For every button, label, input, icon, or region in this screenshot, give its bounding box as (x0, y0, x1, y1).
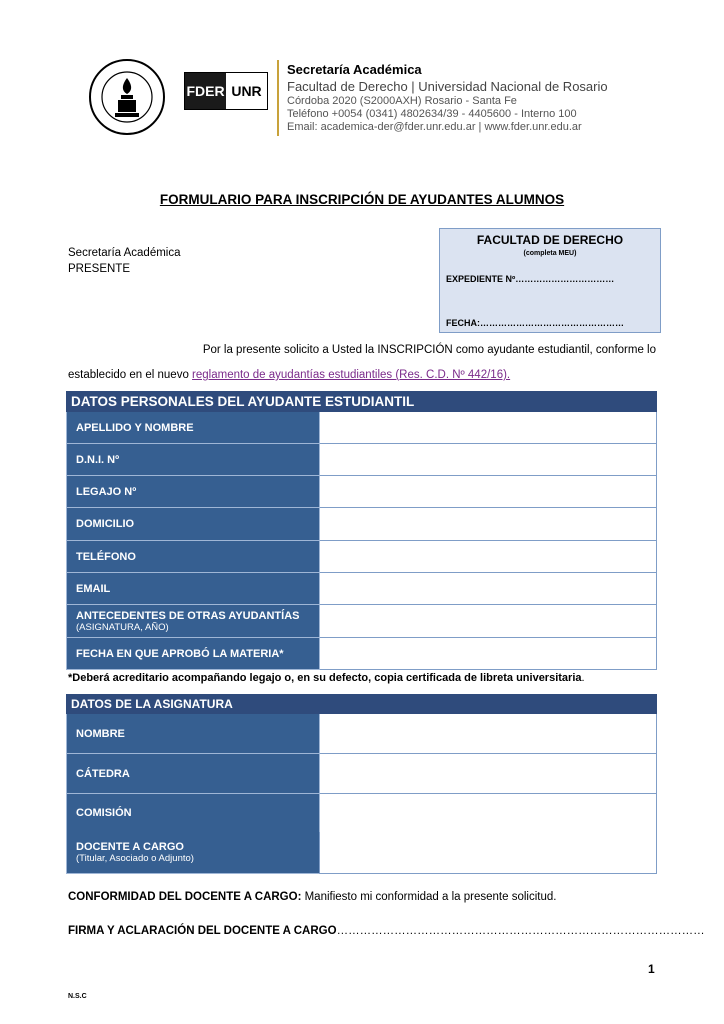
row-label (67, 444, 320, 476)
row-label (67, 794, 320, 832)
row-label (67, 541, 320, 573)
antecedentes-field[interactable] (320, 605, 657, 638)
subject-data-heading: DATOS DE LA ASIGNATURA (67, 695, 657, 714)
email-label: EMAIL (76, 582, 111, 595)
form-title: FORMULARIO PARA INSCRIPCIÓN DE AYUDANTES ALUMNOS (159, 192, 565, 207)
firma-dots[interactable]: …………………………………………………………………………………… (336, 925, 705, 937)
conformidad-label: CONFORMIDAD DEL DOCENTE A CARGO: (68, 891, 302, 903)
nombre-asignatura-label: NOMBRE (76, 727, 125, 740)
row-label (67, 605, 320, 638)
footnote-text: *Deberá acreditario acompañando legajo o, en su defecto, copia certificada de libreta universitaria (68, 672, 582, 684)
antecedentes-sublabel: (ASIGNATURA, AÑO) (76, 621, 169, 633)
row-label (67, 412, 320, 444)
row-label (67, 714, 320, 754)
personal-data-heading: DATOS PERSONALES DEL AYUDANTE ESTUDIANTIL (67, 392, 657, 412)
addressee-line1: Secretaría Académica (68, 247, 181, 259)
faculty-box-subtitle: (completa MEU) (523, 250, 577, 257)
firma-line (68, 925, 705, 937)
dni-field[interactable] (320, 444, 657, 476)
domicilio-field[interactable] (320, 508, 657, 541)
row-label (67, 508, 320, 541)
apellido-nombre-label: APELLIDO Y NOMBRE (76, 421, 194, 434)
antecedentes-label: ANTECEDENTES DE OTRAS AYUDANTÍAS (76, 609, 300, 622)
university-seal-logo (88, 58, 166, 136)
row-label (67, 638, 320, 670)
footer-code: N.S.C (68, 993, 87, 1000)
telefono-label: TELÉFONO (76, 550, 136, 563)
catedra-field[interactable] (320, 754, 657, 794)
row-label (67, 476, 320, 508)
comision-docente-field[interactable] (320, 794, 657, 874)
fder-logo-text: FDER (185, 73, 226, 109)
dni-label: D.N.I. Nº (76, 453, 120, 466)
subject-data-table (66, 694, 657, 874)
request-paragraph-line2 (68, 369, 656, 381)
docente-label: DOCENTE A CARGO (76, 840, 184, 853)
fecha-aprobo-field[interactable] (320, 638, 657, 670)
header-phone-line: Teléfono +0054 (0341) 4802634/39 - 4405600 - Interno 100 (287, 108, 577, 120)
conformidad-line (68, 891, 556, 903)
legajo-label: LEGAJO Nº (76, 485, 137, 498)
row-label (67, 754, 320, 794)
domicilio-label: DOMICILIO (76, 518, 135, 530)
request-paragraph-prefix: establecido en el nuevo (68, 369, 193, 381)
unr-logo-text: UNR (226, 73, 267, 109)
header-address-line: Córdoba 2020 (S2000AXH) Rosario - Santa Fe (287, 95, 517, 107)
request-paragraph-line1: Por la presente solicito a Usted la INSCRIPCIÓN como ayudante estudiantil, conforme lo (202, 344, 656, 356)
conformidad-text: Manifiesto mi conformidad a la presente solicitud. (301, 891, 557, 903)
expediente-field[interactable]: EXPEDIENTE Nº…………………………… (446, 274, 615, 284)
addressee-line2: PRESENTE (68, 263, 130, 275)
legajo-field[interactable] (320, 476, 657, 508)
telefono-field[interactable] (320, 541, 657, 573)
page-number: 1 (648, 962, 655, 976)
fder-unr-logo (184, 72, 268, 110)
fecha-aprobo-label: FECHA EN QUE APROBÓ LA MATERIA* (76, 647, 284, 660)
catedra-label: CÁTEDRA (76, 767, 130, 780)
header-divider (277, 60, 279, 136)
apellido-nombre-field[interactable] (320, 412, 657, 444)
row-label (67, 832, 320, 874)
footnote-end: . (581, 672, 585, 684)
header-email-line: Email: academica-der@fder.unr.edu.ar | www.fder.unr.edu.ar (287, 121, 582, 133)
personal-data-table (66, 391, 657, 670)
header-sec-title: Secretaría Académica (287, 62, 422, 77)
row-label (67, 573, 320, 605)
nombre-asignatura-field[interactable] (320, 714, 657, 754)
firma-label: FIRMA Y ACLARACIÓN DEL DOCENTE A CARGO (68, 925, 337, 937)
header-faculty-line: Facultad de Derecho | Universidad Nacional de Rosario (287, 79, 608, 94)
email-field[interactable] (320, 573, 657, 605)
fecha-field[interactable]: FECHA:………………………………………… (446, 318, 624, 328)
comision-label: COMISIÓN (76, 806, 132, 819)
faculty-box (439, 228, 661, 333)
footnote (68, 672, 668, 684)
reglamento-link[interactable]: reglamento de ayudantías estudiantiles (Res. C.D. Nº 442/16). (192, 369, 511, 381)
docente-sublabel: (Titular, Asociado o Adjunto) (76, 852, 194, 864)
faculty-box-title: FACULTAD DE DERECHO (476, 233, 624, 247)
